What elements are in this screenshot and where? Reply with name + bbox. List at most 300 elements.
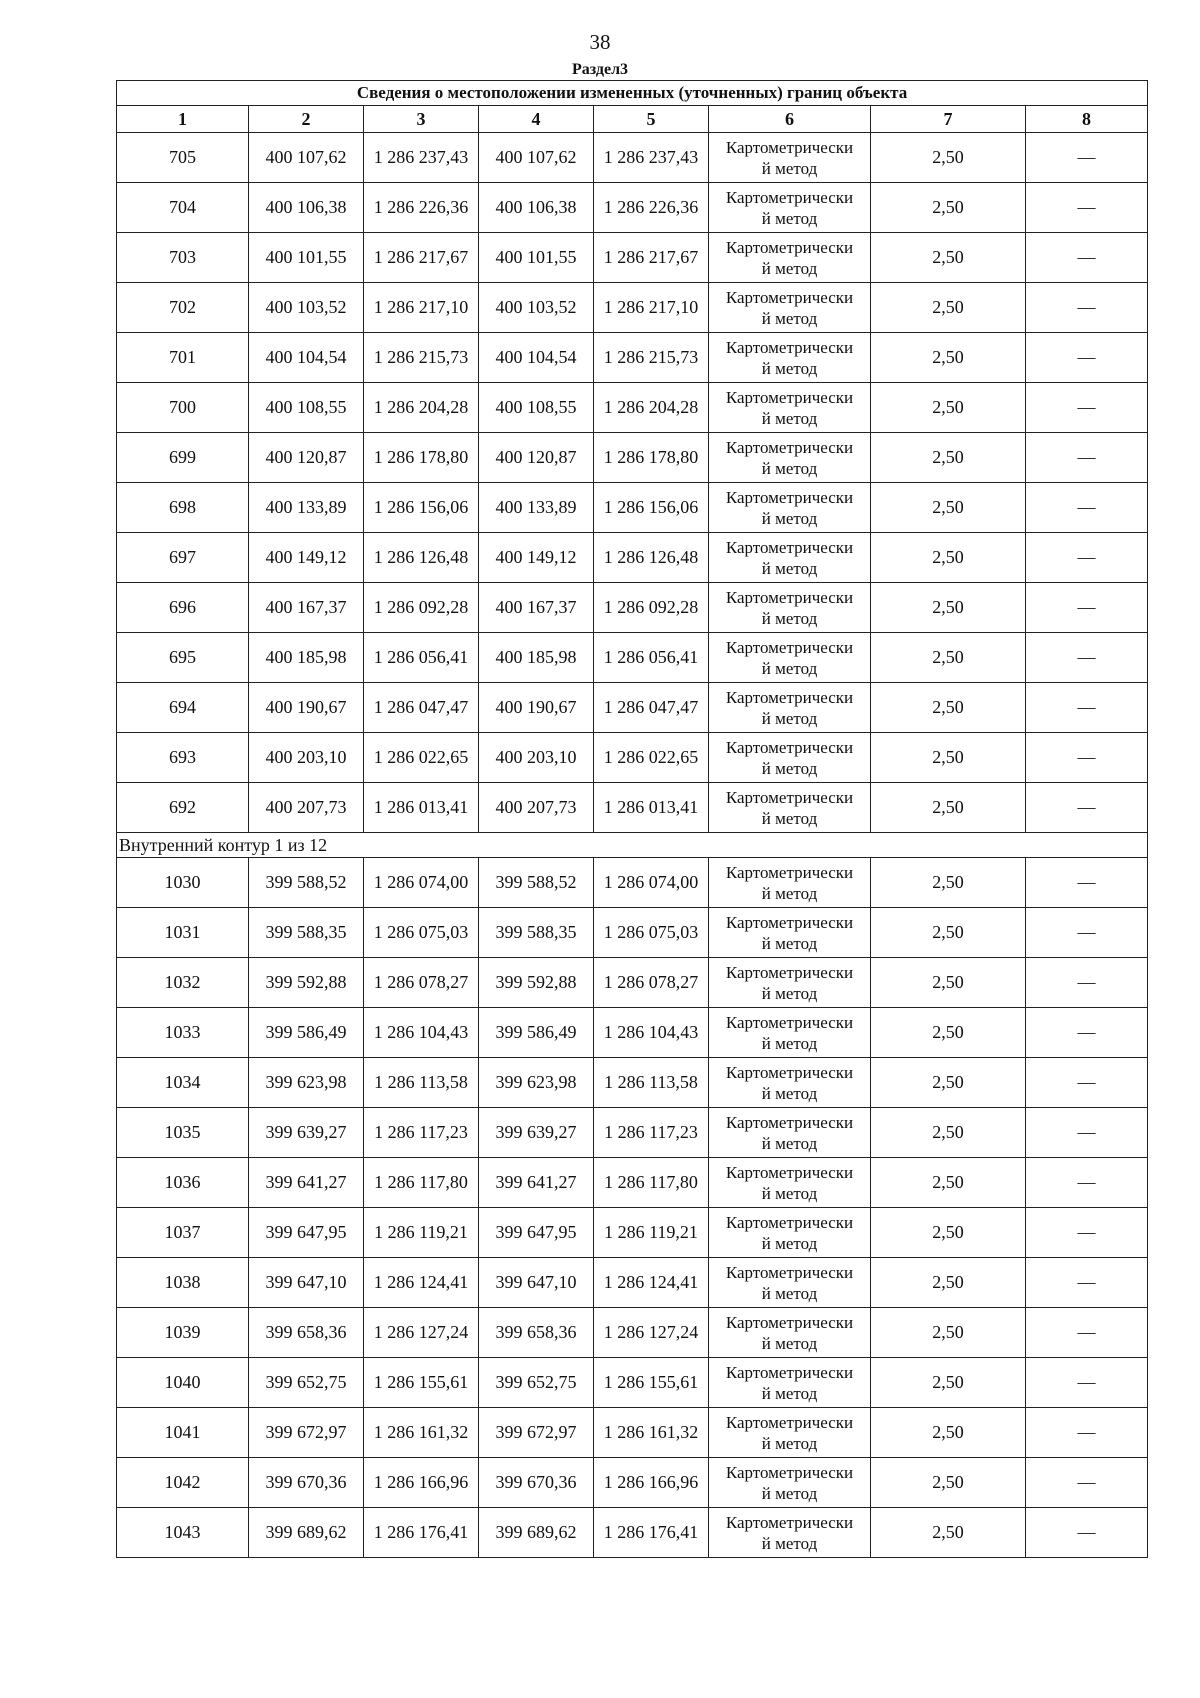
y-old-cell: 1 286 161,32	[364, 1408, 479, 1458]
boundary-coordinates-table	[116, 80, 1148, 1558]
y-new-cell: 1 286 092,28	[594, 583, 709, 633]
x-old-cell: 399 639,27	[249, 1108, 364, 1158]
y-old-cell: 1 286 166,96	[364, 1458, 479, 1508]
y-old-cell: 1 286 217,10	[364, 283, 479, 333]
x-old-cell: 399 647,95	[249, 1208, 364, 1258]
description-cell: —	[1026, 1258, 1148, 1308]
description-cell: —	[1026, 383, 1148, 433]
method-cell	[709, 133, 871, 183]
description-cell: —	[1026, 1008, 1148, 1058]
x-new-cell: 399 588,52	[479, 858, 594, 908]
precision-cell: 2,50	[871, 333, 1026, 383]
method-text-line: й метод	[761, 408, 818, 428]
method-cell	[709, 783, 871, 833]
y-old-cell: 1 286 113,58	[364, 1058, 479, 1108]
table-row	[117, 233, 1148, 283]
precision-cell: 2,50	[871, 283, 1026, 333]
y-old-cell: 1 286 047,47	[364, 683, 479, 733]
table-row	[117, 1308, 1148, 1358]
x-new-cell: 400 103,52	[479, 283, 594, 333]
precision-cell: 2,50	[871, 1208, 1026, 1258]
description-cell: —	[1026, 433, 1148, 483]
table-row	[117, 283, 1148, 333]
method-text-line: й метод	[761, 1533, 818, 1553]
x-old-cell: 400 120,87	[249, 433, 364, 483]
y-new-cell: 1 286 176,41	[594, 1508, 709, 1558]
y-old-cell: 1 286 117,23	[364, 1108, 479, 1158]
precision-cell: 2,50	[871, 533, 1026, 583]
precision-cell: 2,50	[871, 633, 1026, 683]
y-new-cell: 1 286 215,73	[594, 333, 709, 383]
method-cell	[709, 633, 871, 683]
method-cell	[709, 1058, 871, 1108]
precision-cell: 2,50	[871, 583, 1026, 633]
method-text-line: Картометрически	[725, 912, 854, 932]
x-old-cell: 400 108,55	[249, 383, 364, 433]
y-old-cell: 1 286 217,67	[364, 233, 479, 283]
description-cell: —	[1026, 1358, 1148, 1408]
x-new-cell: 400 149,12	[479, 533, 594, 583]
table-caption: Сведения о местоположении измененных (уточненных) границ объекта	[117, 81, 1148, 106]
method-text-line: Картометрически	[725, 862, 854, 882]
description-cell: —	[1026, 1158, 1148, 1208]
method-text-line: й метод	[761, 1233, 818, 1253]
x-new-cell: 400 106,38	[479, 183, 594, 233]
method-cell	[709, 183, 871, 233]
method-text-line: й метод	[761, 1283, 818, 1303]
x-old-cell: 399 588,52	[249, 858, 364, 908]
description-cell: —	[1026, 1208, 1148, 1258]
table-row	[117, 433, 1148, 483]
y-new-cell: 1 286 117,80	[594, 1158, 709, 1208]
y-old-cell: 1 286 226,36	[364, 183, 479, 233]
method-text-line: й метод	[761, 933, 818, 953]
description-cell: —	[1026, 533, 1148, 583]
x-new-cell: 399 670,36	[479, 1458, 594, 1508]
y-new-cell: 1 286 075,03	[594, 908, 709, 958]
point-number-cell: 696	[117, 583, 249, 633]
y-new-cell: 1 286 204,28	[594, 383, 709, 433]
y-old-cell: 1 286 155,61	[364, 1358, 479, 1408]
x-old-cell: 400 185,98	[249, 633, 364, 683]
table-row	[117, 1258, 1148, 1308]
description-cell: —	[1026, 733, 1148, 783]
column-number-row	[117, 106, 1148, 133]
y-new-cell: 1 286 104,43	[594, 1008, 709, 1058]
method-cell	[709, 1008, 871, 1058]
table-row	[117, 958, 1148, 1008]
x-new-cell: 399 586,49	[479, 1008, 594, 1058]
y-new-cell: 1 286 119,21	[594, 1208, 709, 1258]
y-new-cell: 1 286 113,58	[594, 1058, 709, 1108]
precision-cell: 2,50	[871, 958, 1026, 1008]
method-text-line: й метод	[761, 558, 818, 578]
method-text-line: Картометрически	[725, 587, 854, 607]
y-new-cell: 1 286 161,32	[594, 1408, 709, 1458]
y-old-cell: 1 286 127,24	[364, 1308, 479, 1358]
point-number-cell: 1038	[117, 1258, 249, 1308]
method-text-line: Картометрически	[725, 1012, 854, 1032]
point-number-cell: 1043	[117, 1508, 249, 1558]
method-text-line: Картометрически	[725, 1262, 854, 1282]
method-cell	[709, 1258, 871, 1308]
method-text-line: й метод	[761, 758, 818, 778]
description-cell: —	[1026, 1458, 1148, 1508]
method-cell	[709, 333, 871, 383]
method-cell	[709, 908, 871, 958]
x-new-cell: 400 167,37	[479, 583, 594, 633]
method-text-line: й метод	[761, 308, 818, 328]
y-old-cell: 1 286 126,48	[364, 533, 479, 583]
x-old-cell: 400 167,37	[249, 583, 364, 633]
method-text-line: й метод	[761, 1083, 818, 1103]
precision-cell: 2,50	[871, 1508, 1026, 1558]
method-cell	[709, 583, 871, 633]
point-number-cell: 1042	[117, 1458, 249, 1508]
x-old-cell: 400 104,54	[249, 333, 364, 383]
x-old-cell: 400 101,55	[249, 233, 364, 283]
table-row	[117, 1458, 1148, 1508]
point-number-cell: 704	[117, 183, 249, 233]
table-row	[117, 908, 1148, 958]
method-text-line: й метод	[761, 1433, 818, 1453]
y-new-cell: 1 286 126,48	[594, 533, 709, 583]
x-new-cell: 399 689,62	[479, 1508, 594, 1558]
description-cell: —	[1026, 133, 1148, 183]
x-old-cell: 399 689,62	[249, 1508, 364, 1558]
table-row	[117, 1408, 1148, 1458]
y-old-cell: 1 286 104,43	[364, 1008, 479, 1058]
y-old-cell: 1 286 078,27	[364, 958, 479, 1008]
column-number: 7	[871, 106, 1026, 133]
y-old-cell: 1 286 074,00	[364, 858, 479, 908]
x-old-cell: 400 207,73	[249, 783, 364, 833]
method-text-line: й метод	[761, 358, 818, 378]
precision-cell: 2,50	[871, 733, 1026, 783]
point-number-cell: 1033	[117, 1008, 249, 1058]
x-new-cell: 400 104,54	[479, 333, 594, 383]
x-old-cell: 399 647,10	[249, 1258, 364, 1308]
method-cell	[709, 283, 871, 333]
method-text-line: Картометрически	[725, 537, 854, 557]
method-text-line: Картометрически	[725, 1212, 854, 1232]
precision-cell: 2,50	[871, 1458, 1026, 1508]
method-text-line: Картометрически	[725, 337, 854, 357]
description-cell: —	[1026, 783, 1148, 833]
x-new-cell: 400 108,55	[479, 383, 594, 433]
table-row	[117, 733, 1148, 783]
table-row	[117, 1058, 1148, 1108]
y-new-cell: 1 286 047,47	[594, 683, 709, 733]
point-number-cell: 1032	[117, 958, 249, 1008]
description-cell: —	[1026, 958, 1148, 1008]
section-title: Раздел3	[571, 61, 629, 78]
point-number-cell: 1034	[117, 1058, 249, 1108]
column-number: 6	[709, 106, 871, 133]
description-cell: —	[1026, 483, 1148, 533]
method-text-line: Картометрически	[725, 487, 854, 507]
x-new-cell: 400 207,73	[479, 783, 594, 833]
description-cell: —	[1026, 283, 1148, 333]
y-old-cell: 1 286 124,41	[364, 1258, 479, 1308]
description-cell: —	[1026, 1408, 1148, 1458]
point-number-cell: 1030	[117, 858, 249, 908]
table-row	[117, 1358, 1148, 1408]
method-text-line: й метод	[761, 1383, 818, 1403]
method-text-line: Картометрически	[725, 1512, 854, 1532]
method-text-line: Картометрически	[725, 237, 854, 257]
method-cell	[709, 1508, 871, 1558]
x-new-cell: 399 658,36	[479, 1308, 594, 1358]
description-cell: —	[1026, 233, 1148, 283]
method-text-line: й метод	[761, 508, 818, 528]
x-old-cell: 399 658,36	[249, 1308, 364, 1358]
x-new-cell: 400 190,67	[479, 683, 594, 733]
precision-cell: 2,50	[871, 1058, 1026, 1108]
method-text-line: Картометрически	[725, 1162, 854, 1182]
method-cell	[709, 1308, 871, 1358]
precision-cell: 2,50	[871, 683, 1026, 733]
method-text-line: й метод	[761, 158, 818, 178]
y-new-cell: 1 286 217,10	[594, 283, 709, 333]
table-row	[117, 483, 1148, 533]
description-cell: —	[1026, 1308, 1148, 1358]
y-new-cell: 1 286 022,65	[594, 733, 709, 783]
method-cell	[709, 1208, 871, 1258]
precision-cell: 2,50	[871, 1158, 1026, 1208]
point-number-cell: 1041	[117, 1408, 249, 1458]
point-number-cell: 699	[117, 433, 249, 483]
precision-cell: 2,50	[871, 1008, 1026, 1058]
x-new-cell: 400 120,87	[479, 433, 594, 483]
table-row	[117, 1108, 1148, 1158]
method-text-line: Картометрически	[725, 187, 854, 207]
point-number-cell: 1037	[117, 1208, 249, 1258]
y-old-cell: 1 286 176,41	[364, 1508, 479, 1558]
precision-cell: 2,50	[871, 1358, 1026, 1408]
x-old-cell: 399 588,35	[249, 908, 364, 958]
precision-cell: 2,50	[871, 383, 1026, 433]
method-cell	[709, 483, 871, 533]
x-old-cell: 399 586,49	[249, 1008, 364, 1058]
point-number-cell: 705	[117, 133, 249, 183]
y-new-cell: 1 286 124,41	[594, 1258, 709, 1308]
method-text-line: Картометрически	[725, 437, 854, 457]
y-new-cell: 1 286 074,00	[594, 858, 709, 908]
table-row	[117, 1158, 1148, 1208]
point-number-cell: 1039	[117, 1308, 249, 1358]
y-old-cell: 1 286 117,80	[364, 1158, 479, 1208]
description-cell: —	[1026, 333, 1148, 383]
table-row	[117, 1008, 1148, 1058]
method-cell	[709, 858, 871, 908]
x-old-cell: 400 203,10	[249, 733, 364, 783]
x-new-cell: 400 107,62	[479, 133, 594, 183]
y-old-cell: 1 286 204,28	[364, 383, 479, 433]
precision-cell: 2,50	[871, 233, 1026, 283]
method-text-line: й метод	[761, 608, 818, 628]
method-cell	[709, 1108, 871, 1158]
method-text-line: й метод	[761, 208, 818, 228]
y-new-cell: 1 286 117,23	[594, 1108, 709, 1158]
method-text-line: Картометрически	[725, 1312, 854, 1332]
method-cell	[709, 433, 871, 483]
column-number: 5	[594, 106, 709, 133]
y-old-cell: 1 286 237,43	[364, 133, 479, 183]
point-number-cell: 703	[117, 233, 249, 283]
table-row	[117, 858, 1148, 908]
precision-cell: 2,50	[871, 133, 1026, 183]
table-row	[117, 1508, 1148, 1558]
point-number-cell: 701	[117, 333, 249, 383]
y-old-cell: 1 286 178,80	[364, 433, 479, 483]
description-cell: —	[1026, 183, 1148, 233]
y-old-cell: 1 286 022,65	[364, 733, 479, 783]
method-text-line: Картометрически	[725, 637, 854, 657]
y-new-cell: 1 286 156,06	[594, 483, 709, 533]
point-number-cell: 700	[117, 383, 249, 433]
column-number: 3	[364, 106, 479, 133]
y-new-cell: 1 286 078,27	[594, 958, 709, 1008]
method-text-line: Картометрически	[725, 1412, 854, 1432]
x-new-cell: 399 639,27	[479, 1108, 594, 1158]
x-new-cell: 400 185,98	[479, 633, 594, 683]
y-new-cell: 1 286 155,61	[594, 1358, 709, 1408]
precision-cell: 2,50	[871, 1408, 1026, 1458]
column-number: 8	[1026, 106, 1148, 133]
method-cell	[709, 1408, 871, 1458]
x-old-cell: 400 190,67	[249, 683, 364, 733]
point-number-cell: 692	[117, 783, 249, 833]
description-cell: —	[1026, 1508, 1148, 1558]
precision-cell: 2,50	[871, 483, 1026, 533]
column-number: 2	[249, 106, 364, 133]
point-number-cell: 1035	[117, 1108, 249, 1158]
method-text-line: Картометрически	[725, 1362, 854, 1382]
description-cell: —	[1026, 858, 1148, 908]
column-number: 1	[117, 106, 249, 133]
point-number-cell: 698	[117, 483, 249, 533]
y-new-cell: 1 286 166,96	[594, 1458, 709, 1508]
y-old-cell: 1 286 075,03	[364, 908, 479, 958]
method-cell	[709, 1158, 871, 1208]
method-cell	[709, 958, 871, 1008]
y-new-cell: 1 286 217,67	[594, 233, 709, 283]
y-old-cell: 1 286 013,41	[364, 783, 479, 833]
precision-cell: 2,50	[871, 858, 1026, 908]
method-text-line: й метод	[761, 258, 818, 278]
x-new-cell: 400 133,89	[479, 483, 594, 533]
table-row	[117, 133, 1148, 183]
description-cell: —	[1026, 908, 1148, 958]
table-row	[117, 183, 1148, 233]
x-new-cell: 399 652,75	[479, 1358, 594, 1408]
x-new-cell: 399 592,88	[479, 958, 594, 1008]
method-text-line: Картометрически	[725, 1462, 854, 1482]
x-old-cell: 399 623,98	[249, 1058, 364, 1108]
method-text-line: й метод	[761, 1483, 818, 1503]
table-row	[117, 633, 1148, 683]
method-text-line: й метод	[761, 983, 818, 1003]
method-cell	[709, 233, 871, 283]
table-row	[117, 333, 1148, 383]
y-new-cell: 1 286 226,36	[594, 183, 709, 233]
point-number-cell: 697	[117, 533, 249, 583]
method-text-line: й метод	[761, 458, 818, 478]
x-old-cell: 399 670,36	[249, 1458, 364, 1508]
method-text-line: й метод	[761, 1033, 818, 1053]
description-cell: —	[1026, 683, 1148, 733]
method-text-line: Картометрически	[725, 287, 854, 307]
method-text-line: Картометрически	[725, 962, 854, 982]
x-new-cell: 399 647,95	[479, 1208, 594, 1258]
table-row	[117, 383, 1148, 433]
precision-cell: 2,50	[871, 783, 1026, 833]
x-new-cell: 399 647,10	[479, 1258, 594, 1308]
table-row	[117, 683, 1148, 733]
point-number-cell: 694	[117, 683, 249, 733]
y-new-cell: 1 286 178,80	[594, 433, 709, 483]
contour-header-row	[117, 833, 1148, 858]
method-text-line: Картометрически	[725, 1112, 854, 1132]
y-old-cell: 1 286 056,41	[364, 633, 479, 683]
point-number-cell: 702	[117, 283, 249, 333]
method-text-line: й метод	[761, 883, 818, 903]
contour-label: Внутренний контур 1 из 12	[117, 833, 1148, 858]
table-row	[117, 583, 1148, 633]
method-text-line: й метод	[761, 1133, 818, 1153]
method-cell	[709, 683, 871, 733]
x-old-cell: 399 672,97	[249, 1408, 364, 1458]
y-new-cell: 1 286 013,41	[594, 783, 709, 833]
y-old-cell: 1 286 215,73	[364, 333, 479, 383]
point-number-cell: 695	[117, 633, 249, 683]
x-new-cell: 399 623,98	[479, 1058, 594, 1108]
x-old-cell: 399 641,27	[249, 1158, 364, 1208]
x-new-cell: 400 203,10	[479, 733, 594, 783]
method-text-line: й метод	[761, 708, 818, 728]
point-number-cell: 693	[117, 733, 249, 783]
x-old-cell: 399 652,75	[249, 1358, 364, 1408]
method-cell	[709, 733, 871, 783]
method-cell	[709, 533, 871, 583]
point-number-cell: 1040	[117, 1358, 249, 1408]
precision-cell: 2,50	[871, 908, 1026, 958]
y-new-cell: 1 286 237,43	[594, 133, 709, 183]
table-row	[117, 533, 1148, 583]
x-old-cell: 400 107,62	[249, 133, 364, 183]
precision-cell: 2,50	[871, 1308, 1026, 1358]
method-cell	[709, 1458, 871, 1508]
table-row	[117, 1208, 1148, 1258]
y-old-cell: 1 286 119,21	[364, 1208, 479, 1258]
method-text-line: Картометрически	[725, 387, 854, 407]
x-new-cell: 399 588,35	[479, 908, 594, 958]
description-cell: —	[1026, 1108, 1148, 1158]
method-text-line: Картометрически	[725, 137, 854, 157]
point-number-cell: 1031	[117, 908, 249, 958]
table-row	[117, 783, 1148, 833]
x-old-cell: 400 149,12	[249, 533, 364, 583]
x-new-cell: 399 641,27	[479, 1158, 594, 1208]
method-text-line: Картометрически	[725, 787, 854, 807]
x-new-cell: 399 672,97	[479, 1408, 594, 1458]
column-number: 4	[479, 106, 594, 133]
point-number-cell: 1036	[117, 1158, 249, 1208]
method-text-line: Картометрически	[725, 737, 854, 757]
y-new-cell: 1 286 056,41	[594, 633, 709, 683]
method-text-line: й метод	[761, 658, 818, 678]
